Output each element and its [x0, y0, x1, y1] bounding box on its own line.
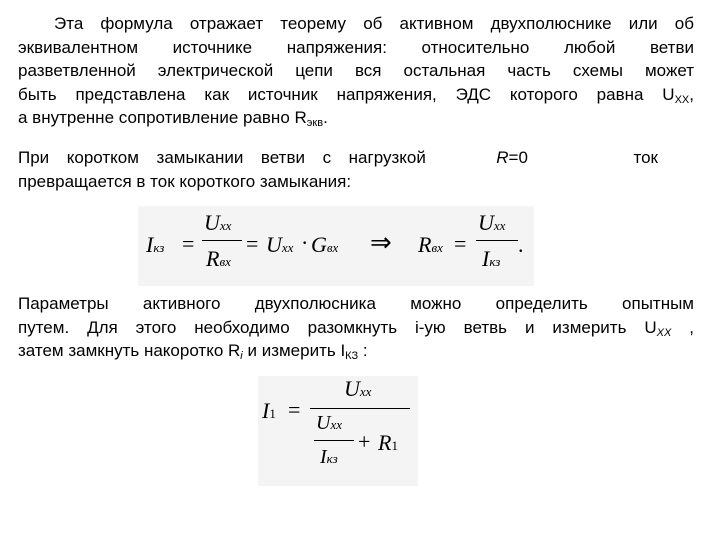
formula-symbol: = [182, 231, 195, 256]
formula-term: Rвх [206, 246, 231, 271]
fraction-bar [202, 240, 242, 241]
text-line: эквивалентном источнике напряжения: относительно любой ветви [18, 37, 694, 57]
fraction-bar [476, 240, 518, 241]
measurement-paragraph [18, 292, 694, 363]
formula-term: Uxx [316, 412, 342, 434]
formula-term: Rвх [418, 232, 443, 257]
formula-symbol: . [518, 232, 524, 257]
formula-term: Gвх [311, 232, 339, 257]
fraction-bar [310, 408, 410, 409]
implies-arrow: ⇒ [370, 228, 392, 257]
formula-symbol: + [358, 429, 371, 454]
formula-term: Uxx [204, 210, 232, 235]
text-line: разветвленной электрической цепи вся остальная часть схемы может [18, 61, 694, 80]
text-line: Эта формула отражает теорему об активном двухполюснике или об [54, 14, 694, 33]
text-line: превращается в ток короткого замыкания: [18, 171, 352, 191]
formula-term: Iкз [146, 232, 165, 257]
formula-symbol: = [288, 397, 301, 422]
formula-term: Iкз [482, 246, 501, 271]
formula-term: Uxx [266, 232, 294, 257]
formula-term: I1 [262, 398, 276, 423]
text-line-uxx: путем. Для этого необходимо разомкнуть i-ую ветвь и измерить $U_{XX}$ , [18, 317, 695, 339]
formula-symbol: = [246, 231, 259, 256]
formula-term: Uxx [478, 210, 506, 235]
formula-term: Uxx [344, 376, 372, 401]
formula-symbol: · [301, 230, 309, 255]
short-circuit-paragraph [18, 146, 658, 193]
fraction-bar [314, 440, 354, 441]
load-current-formula [258, 376, 418, 486]
theorem-paragraph [18, 12, 694, 130]
text-line: Параметры активного двухполюсника можно определить опытным [18, 294, 694, 313]
text-line-uxx: быть представлена как источник напряжения, ЭДС которого равна $U_{XX}$, [18, 84, 694, 106]
text-line-rekv: а внутренне сопротивление равно $R_{экв}$. [18, 108, 328, 129]
text-line: При коротком замыкании ветви с нагрузкой R=0 ток [18, 148, 658, 167]
formula-term: Iкз [320, 446, 338, 468]
text-line-ri-ikz: затем замкнуть накоротко $R_i$ и измерить $I_{КЗ}$ : [18, 341, 368, 362]
short-circuit-current-formula [138, 206, 534, 286]
formula-term: R1 [378, 430, 398, 455]
formula-symbol: = [454, 231, 467, 256]
